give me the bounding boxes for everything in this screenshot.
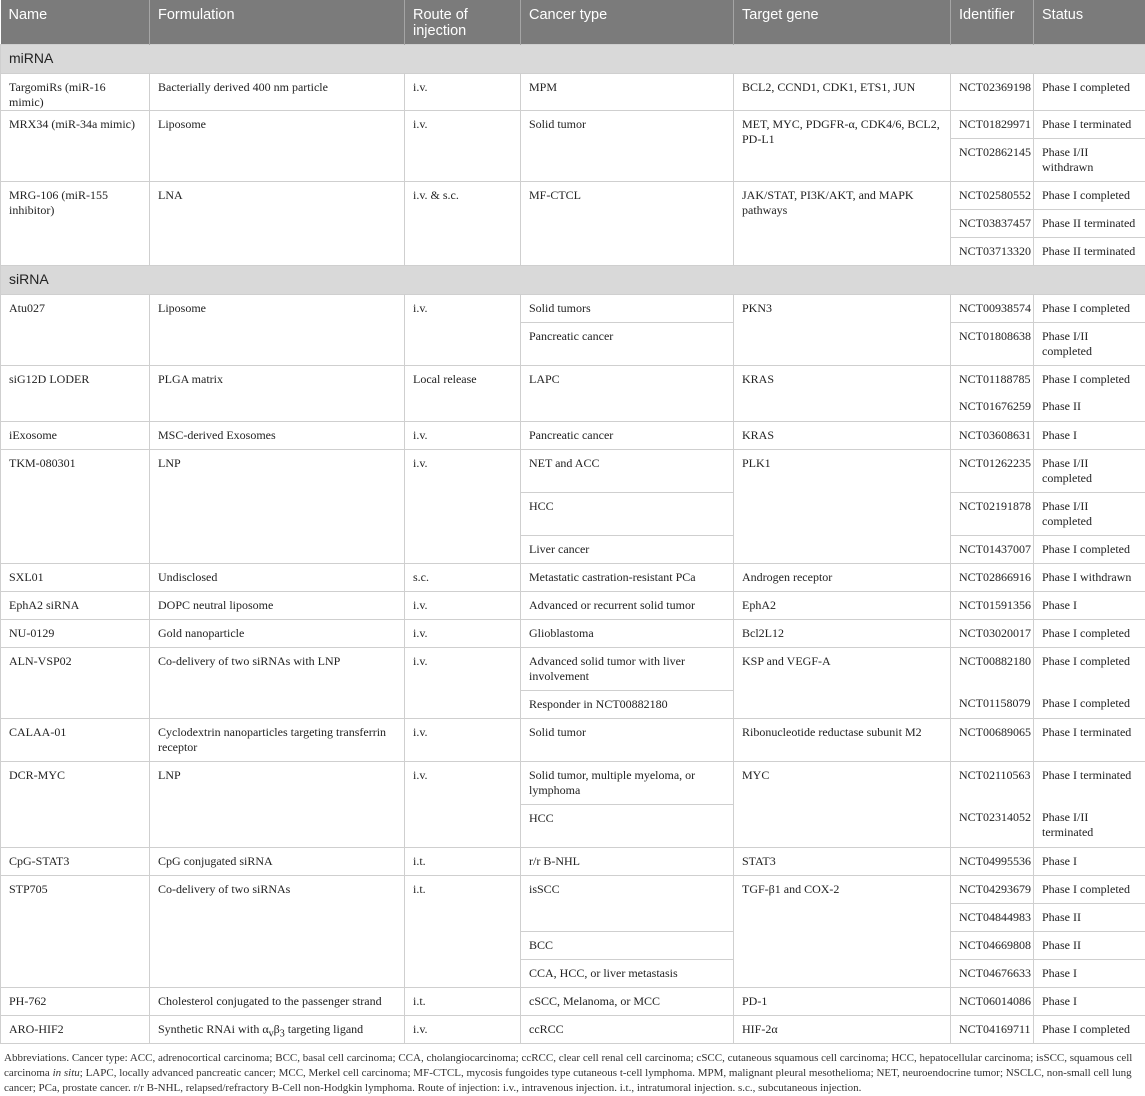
cell-formulation: Gold nanoparticle xyxy=(150,619,405,647)
cell-target-gene: PKN3 xyxy=(734,294,951,365)
header-identifier: Identifier xyxy=(951,0,1034,44)
cell-formulation: Liposome xyxy=(150,294,405,365)
cell-name: ARO-HIF2 xyxy=(1,1015,150,1043)
cell-identifier: NCT04293679 xyxy=(951,875,1034,903)
cell-cancer-type: NET and ACC xyxy=(521,449,734,492)
cell-target-gene: JAK/STAT, PI3K/AKT, and MAPK pathways xyxy=(734,181,951,265)
cell-target-gene: BCL2, CCND1, CDK1, ETS1, JUN xyxy=(734,73,951,110)
cell-status: Phase I terminated xyxy=(1034,110,1145,138)
cell-cancer-type: Responder in NCT00882180 xyxy=(521,690,734,718)
cell-status: Phase I terminated xyxy=(1034,761,1145,804)
table-row xyxy=(1,718,1145,761)
cell-target-gene: Androgen receptor xyxy=(734,563,951,591)
table-row xyxy=(1,181,1145,209)
cell-cancer-type: Liver cancer xyxy=(521,535,734,563)
cell-identifier: NCT01591356 xyxy=(951,591,1034,619)
formulation-text: Synthetic RNAi with α xyxy=(158,1022,269,1036)
cell-identifier: NCT01676259 xyxy=(951,393,1034,421)
cell-status: Phase I/II completed xyxy=(1034,492,1145,535)
cell-formulation: PLGA matrix xyxy=(150,365,405,421)
cell-name: CALAA-01 xyxy=(1,718,150,761)
cell-formulation: LNP xyxy=(150,761,405,847)
cell-status: Phase I terminated xyxy=(1034,718,1145,761)
cell-route: i.t. xyxy=(405,847,521,875)
table-row xyxy=(1,365,1145,393)
cell-formulation: Co-delivery of two siRNAs xyxy=(150,875,405,987)
cell-route: i.v. xyxy=(405,294,521,365)
cell-route: i.v. xyxy=(405,619,521,647)
cell-route: s.c. xyxy=(405,563,521,591)
cell-status: Phase II xyxy=(1034,931,1145,959)
cell-cancer-type: Advanced or recurrent solid tumor xyxy=(521,591,734,619)
cell-status: Phase I/II withdrawn xyxy=(1034,138,1145,181)
cell-status: Phase II terminated xyxy=(1034,237,1145,265)
cell-identifier: NCT01262235 xyxy=(951,449,1034,492)
footnote-text: Abbreviations. Cancer type: ACC, adrenocortical carcinoma; BCC, basal cell carcinoma; CCA, cholangiocarcinoma; ccRCC, clear cell renal cell carcinoma; cSCC, cutaneous squamous cell carcinoma; HCC, hepatocellular carcinoma; isSCC, squamous cell carcinoma xyxy=(4,1052,1132,1079)
cell-identifier: NCT02110563 xyxy=(951,761,1034,804)
cell-name: Atu027 xyxy=(1,294,150,365)
cell-name: NU-0129 xyxy=(1,619,150,647)
cell-cancer-type: Advanced solid tumor with liver involvement xyxy=(521,647,734,690)
cell-cancer-type: Solid tumor xyxy=(521,110,734,181)
cell-status: Phase II xyxy=(1034,903,1145,931)
section-row xyxy=(1,265,1145,294)
cell-cancer-type: Pancreatic cancer xyxy=(521,322,734,365)
header-cancer-type: Cancer type xyxy=(521,0,734,44)
cell-status: Phase I completed xyxy=(1034,294,1145,322)
cell-identifier: NCT01437007 xyxy=(951,535,1034,563)
cell-formulation: LNA xyxy=(150,181,405,265)
cell-status: Phase I completed xyxy=(1034,690,1145,718)
cell-identifier: NCT01808638 xyxy=(951,322,1034,365)
cell-name: DCR-MYC xyxy=(1,761,150,847)
cell-cancer-type: Solid tumors xyxy=(521,294,734,322)
cell-route: i.v. & s.c. xyxy=(405,181,521,265)
cell-identifier: NCT02862145 xyxy=(951,138,1034,181)
table-row xyxy=(1,987,1145,1015)
header-name: Name xyxy=(1,0,150,44)
cell-status: Phase I completed xyxy=(1034,73,1145,110)
table-row xyxy=(1,73,1145,110)
cell-route: i.v. xyxy=(405,73,521,110)
cell-formulation: MSC-derived Exosomes xyxy=(150,421,405,449)
cell-cancer-type: Metastatic castration-resistant PCa xyxy=(521,563,734,591)
cell-route: i.v. xyxy=(405,449,521,563)
cell-status: Phase I/II terminated xyxy=(1034,804,1145,847)
cell-name: MRX34 (miR-34a mimic) xyxy=(1,110,150,181)
cell-formulation: LNP xyxy=(150,449,405,563)
cell-status: Phase I completed xyxy=(1034,647,1145,690)
table-footnote xyxy=(0,1044,1145,1096)
table-row xyxy=(1,619,1145,647)
cell-identifier: NCT04169711 xyxy=(951,1015,1034,1043)
cell-target-gene: TGF-β1 and COX-2 xyxy=(734,875,951,987)
cell-route: i.v. xyxy=(405,761,521,847)
cell-status: Phase I completed xyxy=(1034,619,1145,647)
cell-target-gene: KRAS xyxy=(734,365,951,421)
table-row xyxy=(1,294,1145,322)
cell-route: Local release xyxy=(405,365,521,421)
cell-name: SXL01 xyxy=(1,563,150,591)
table-row xyxy=(1,449,1145,492)
cell-identifier: NCT00882180 xyxy=(951,647,1034,690)
cell-status: Phase II terminated xyxy=(1034,209,1145,237)
cell-status: Phase I/II completed xyxy=(1034,322,1145,365)
cell-route: i.t. xyxy=(405,987,521,1015)
cell-cancer-type: cSCC, Melanoma, or MCC xyxy=(521,987,734,1015)
cell-identifier: NCT04995536 xyxy=(951,847,1034,875)
cell-identifier: NCT01829971 xyxy=(951,110,1034,138)
cell-cancer-type: Solid tumor, multiple myeloma, or lymphoma xyxy=(521,761,734,804)
cell-route: i.v. xyxy=(405,1015,521,1043)
cell-status: Phase I xyxy=(1034,847,1145,875)
table-row xyxy=(1,563,1145,591)
cell-target-gene: Ribonucleotide reductase subunit M2 xyxy=(734,718,951,761)
cell-name: TKM-080301 xyxy=(1,449,150,563)
cell-name: MRG-106 (miR-155 inhibitor) xyxy=(1,181,150,265)
cell-status: Phase I completed xyxy=(1034,1015,1145,1043)
cell-identifier: NCT03837457 xyxy=(951,209,1034,237)
cell-identifier: NCT03608631 xyxy=(951,421,1034,449)
cell-status: Phase I xyxy=(1034,421,1145,449)
table-row xyxy=(1,761,1145,804)
cell-route: i.v. xyxy=(405,718,521,761)
header-route: Route of injection xyxy=(405,0,521,44)
cell-cancer-type: BCC xyxy=(521,931,734,959)
cell-formulation xyxy=(150,1015,405,1043)
cell-name: TargomiRs (miR-16 mimic) xyxy=(1,73,150,110)
table-row xyxy=(1,875,1145,903)
cell-route: i.v. xyxy=(405,591,521,619)
cell-identifier: NCT04669808 xyxy=(951,931,1034,959)
cell-formulation: Undisclosed xyxy=(150,563,405,591)
cell-identifier: NCT06014086 xyxy=(951,987,1034,1015)
cell-identifier: NCT03713320 xyxy=(951,237,1034,265)
footnote-text: ; LAPC, locally advanced pancreatic cancer; MCC, Merkel cell carcinoma; MF-CTCL, mycosis fungoides type cutaneous t-cell lymphoma. MPM, malignant pleural mesothelioma; NET, neuroendocrine tumor; NSCLC, non-small cell lung cancer; PCa, prostate cancer. r/r B-NHL, relapsed/refractory B-Cell non-Hodgkin lymphoma. Route of injection: i.v., intravenous injection. i.t., intratumoral injection. s.c., subcutaneous injection. xyxy=(4,1067,1132,1094)
cell-name: iExosome xyxy=(1,421,150,449)
cell-route: i.t. xyxy=(405,875,521,987)
cell-cancer-type: r/r B-NHL xyxy=(521,847,734,875)
cell-cancer-type: HCC xyxy=(521,492,734,535)
cell-target-gene: MYC xyxy=(734,761,951,847)
table-row xyxy=(1,847,1145,875)
cell-identifier: NCT02191878 xyxy=(951,492,1034,535)
cell-identifier: NCT03020017 xyxy=(951,619,1034,647)
cell-cancer-type: isSCC xyxy=(521,875,734,931)
cell-route: i.v. xyxy=(405,421,521,449)
cell-identifier: NCT04676633 xyxy=(951,959,1034,987)
cell-target-gene: KRAS xyxy=(734,421,951,449)
cell-status: Phase I xyxy=(1034,591,1145,619)
cell-name: siG12D LODER xyxy=(1,365,150,421)
section-label: siRNA xyxy=(1,265,1145,294)
cell-formulation: CpG conjugated siRNA xyxy=(150,847,405,875)
cell-identifier: NCT01188785 xyxy=(951,365,1034,393)
cell-identifier: NCT02866916 xyxy=(951,563,1034,591)
cell-target-gene: STAT3 xyxy=(734,847,951,875)
cell-name: EphA2 siRNA xyxy=(1,591,150,619)
cell-identifier: NCT00689065 xyxy=(951,718,1034,761)
cell-target-gene: MET, MYC, PDGFR-α, CDK4/6, BCL2, PD-L1 xyxy=(734,110,951,181)
cell-formulation: DOPC neutral liposome xyxy=(150,591,405,619)
cell-name: ALN-VSP02 xyxy=(1,647,150,718)
table-row xyxy=(1,1015,1145,1043)
formulation-text: β xyxy=(274,1022,280,1036)
cell-status: Phase I completed xyxy=(1034,875,1145,903)
cell-cancer-type: Pancreatic cancer xyxy=(521,421,734,449)
cell-formulation: Cholesterol conjugated to the passenger strand xyxy=(150,987,405,1015)
cell-name: STP705 xyxy=(1,875,150,987)
cell-cancer-type: Glioblastoma xyxy=(521,619,734,647)
header-formulation: Formulation xyxy=(150,0,405,44)
cell-formulation: Co-delivery of two siRNAs with LNP xyxy=(150,647,405,718)
table-row xyxy=(1,110,1145,138)
cell-formulation: Liposome xyxy=(150,110,405,181)
cell-identifier: NCT02314052 xyxy=(951,804,1034,847)
cell-identifier: NCT04844983 xyxy=(951,903,1034,931)
section-label: miRNA xyxy=(1,44,1145,73)
cell-status: Phase II xyxy=(1034,393,1145,421)
table-row xyxy=(1,421,1145,449)
cell-formulation: Bacterially derived 400 nm particle xyxy=(150,73,405,110)
formulation-text: targeting ligand xyxy=(285,1022,363,1036)
header-row xyxy=(1,0,1145,44)
cell-name: CpG-STAT3 xyxy=(1,847,150,875)
cell-status: Phase I completed xyxy=(1034,365,1145,393)
cell-status: Phase I completed xyxy=(1034,181,1145,209)
cell-status: Phase I xyxy=(1034,987,1145,1015)
cell-status: Phase I xyxy=(1034,959,1145,987)
cell-cancer-type: MPM xyxy=(521,73,734,110)
footnote-italic: in situ xyxy=(53,1067,80,1079)
cell-formulation: Cyclodextrin nanoparticles targeting transferrin receptor xyxy=(150,718,405,761)
cell-identifier: NCT02369198 xyxy=(951,73,1034,110)
cell-cancer-type: HCC xyxy=(521,804,734,847)
header-status: Status xyxy=(1034,0,1145,44)
cell-cancer-type: CCA, HCC, or liver metastasis xyxy=(521,959,734,987)
cell-target-gene: PLK1 xyxy=(734,449,951,563)
cell-target-gene: PD-1 xyxy=(734,987,951,1015)
section-row xyxy=(1,44,1145,73)
cell-route: i.v. xyxy=(405,110,521,181)
cell-identifier: NCT02580552 xyxy=(951,181,1034,209)
cell-status: Phase I withdrawn xyxy=(1034,563,1145,591)
cell-target-gene: EphA2 xyxy=(734,591,951,619)
cell-identifier: NCT00938574 xyxy=(951,294,1034,322)
cell-status: Phase I/II completed xyxy=(1034,449,1145,492)
header-target-gene: Target gene xyxy=(734,0,951,44)
cell-target-gene: HIF-2α xyxy=(734,1015,951,1043)
cell-identifier: NCT01158079 xyxy=(951,690,1034,718)
cell-target-gene: KSP and VEGF-A xyxy=(734,647,951,718)
cell-status: Phase I completed xyxy=(1034,535,1145,563)
subscript: 3 xyxy=(280,1028,285,1039)
cell-route: i.v. xyxy=(405,647,521,718)
subscript: v xyxy=(269,1028,274,1039)
table-row xyxy=(1,591,1145,619)
cell-cancer-type: ccRCC xyxy=(521,1015,734,1043)
cell-target-gene: Bcl2L12 xyxy=(734,619,951,647)
table-row xyxy=(1,647,1145,690)
cell-name: PH-762 xyxy=(1,987,150,1015)
cell-cancer-type: LAPC xyxy=(521,365,734,421)
cell-cancer-type: MF-CTCL xyxy=(521,181,734,265)
cell-cancer-type: Solid tumor xyxy=(521,718,734,761)
